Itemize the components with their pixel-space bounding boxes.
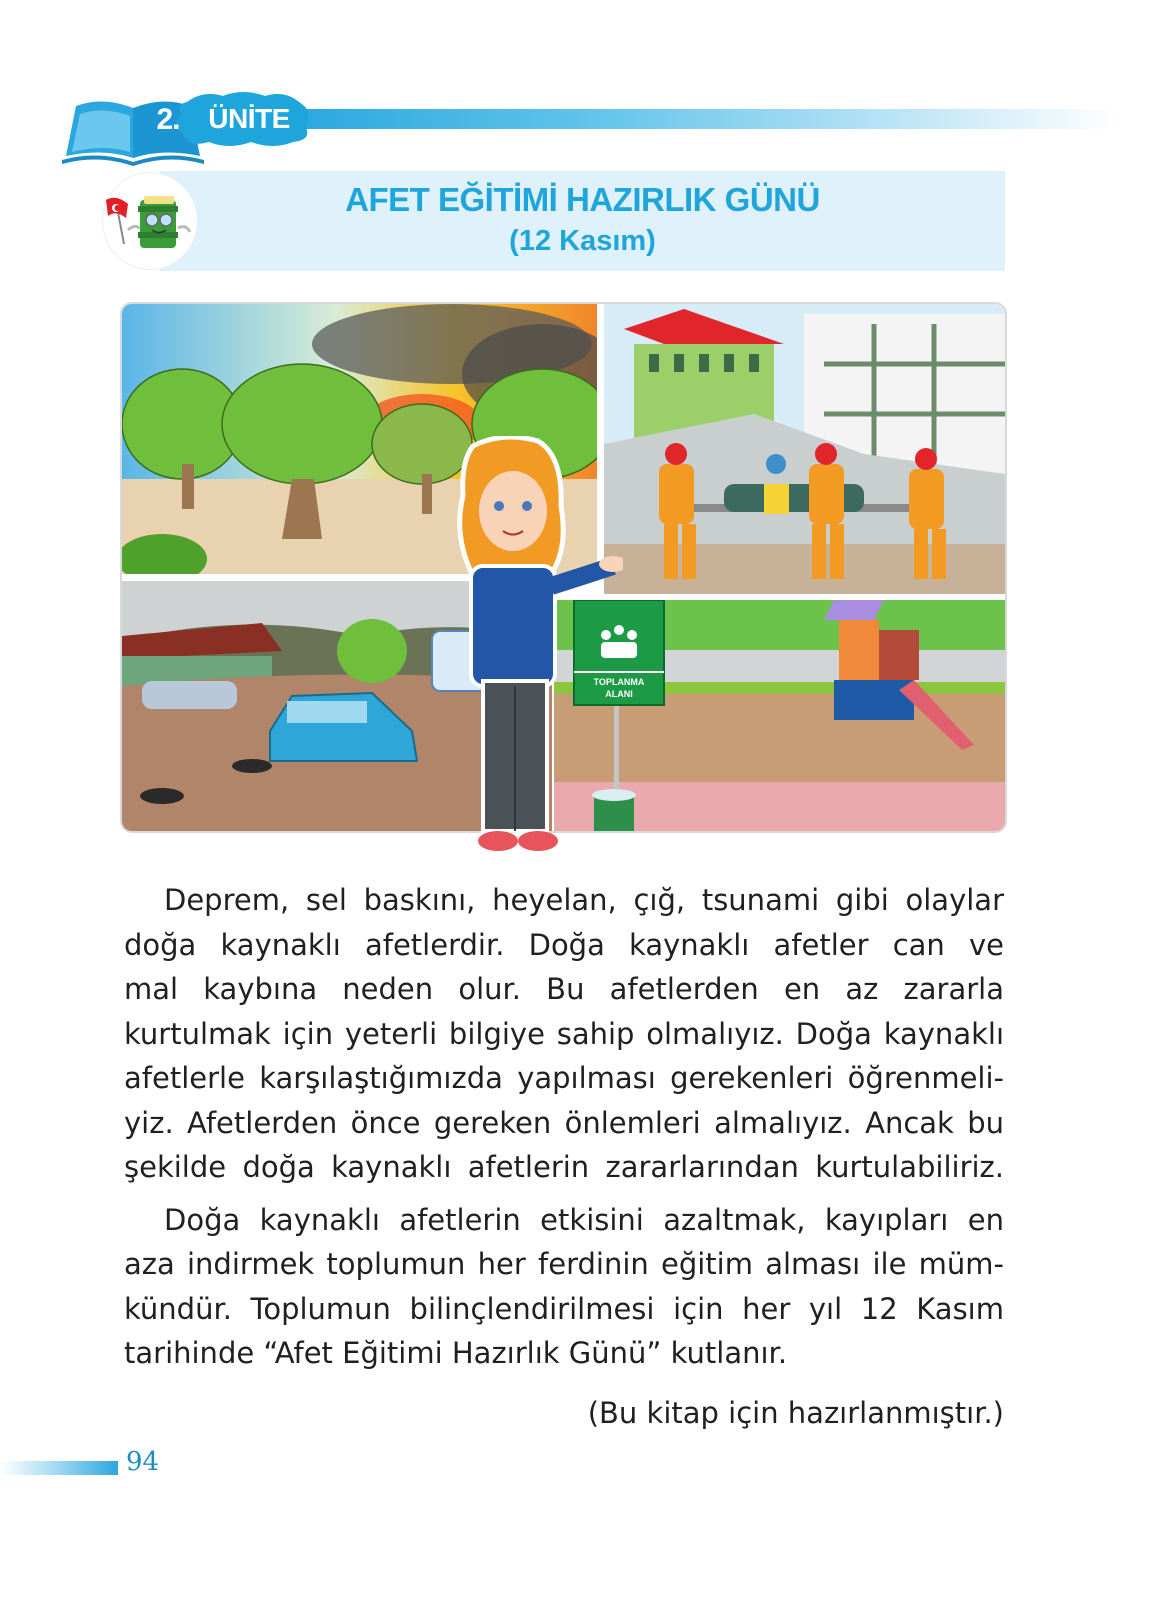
text-line: kurtulmak için yeterli bilgiye sahip olmalıyız. Doğa kaynaklı: [124, 1016, 1004, 1051]
text-line: afetlerle karşılaştığımızda yapılması gerekenleri öğrenmeli-: [124, 1061, 1004, 1095]
text-line: Doğa kaynaklı afetlerin etkisini azaltmak, kayıpları en: [164, 1202, 1004, 1237]
page-subtitle-date: (12 Kasım): [509, 225, 656, 257]
paragraph-2: [124, 1198, 1004, 1376]
svg-text:TOPLANMA: TOPLANMA: [593, 677, 645, 687]
earthquake-rescue-panel: [604, 304, 1005, 594]
body-text: [124, 878, 1004, 1376]
page-title: AFET EĞİTİMİ HAZIRLIK GÜNÜ: [345, 181, 820, 218]
mascot-badge: [102, 172, 198, 270]
text-line: şekilde doğa kaynaklı afetlerin zararlarından kurtulabiliriz.: [124, 1150, 1004, 1184]
text-line: Deprem, sel baskını, heyelan, çığ, tsunami gibi olaylar: [164, 883, 1004, 917]
page-number-bar: [0, 1461, 118, 1475]
page-number: 94: [126, 1447, 160, 1477]
text-line: mal kaybına neden olur. Bu afetlerden en az zararla: [124, 972, 1004, 1006]
paragraph-1: [124, 878, 1004, 1190]
text-line: tarihinde “Afet Eğitimi Hazırlık Günü” kutlanır.: [124, 1336, 788, 1370]
text-line: doğa kaynaklı afetlerdir. Doğa kaynaklı afetler can ve: [124, 927, 1004, 962]
text-line: yiz. Afetlerden önce gereken önlemleri almalıyız. Ancak bu: [124, 1105, 1004, 1140]
svg-text:ALANI: ALANI: [605, 689, 633, 699]
source-note: (Bu kitap için hazırlanmıştır.): [587, 1396, 1004, 1430]
text-line: aza indirmek toplumun her ferdinin eğitim alması ile müm-: [124, 1247, 1004, 1281]
text-line: kündür. Toplumun bilinçlendirilmesi için her yıl 12 Kasım: [124, 1291, 1004, 1326]
unit-header-band: [288, 109, 1118, 129]
unit-header: [58, 86, 1058, 166]
book-mascot-with-turkish-flag-icon: [102, 172, 198, 270]
unit-number: 2.: [156, 103, 180, 136]
title-box: [160, 171, 1005, 271]
girl-character-illustration: [443, 436, 623, 861]
unit-label: ÜNİTE: [208, 103, 290, 134]
